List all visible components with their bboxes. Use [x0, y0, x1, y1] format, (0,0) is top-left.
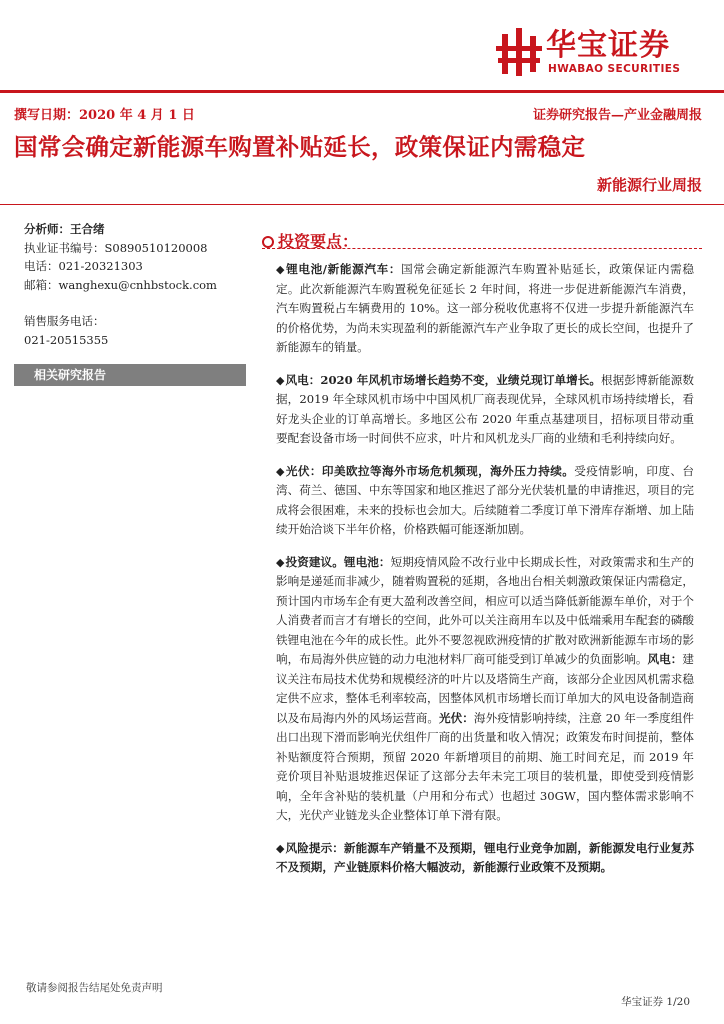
analyst-email: 邮箱：wanghexu@cnhbstock.com [24, 277, 217, 292]
diamond-bullet-icon: ◆ [276, 263, 286, 276]
points-divider [262, 248, 702, 249]
header-rule [0, 90, 724, 93]
brand-name-cn: 华宝证券 [546, 28, 670, 63]
diamond-bullet-icon: ◆ [276, 555, 285, 569]
sales-phone: 021-20515355 [24, 332, 109, 347]
point-ev: ◆锂电池/新能源汽车：国常会确定新能源汽车购置补贴延长，政策保证内需稳定。此次新能源汽车购置税免征延长 2 年时间，将进一步促进新能源汽车消费，汽车购置税占车辆费用的 10%。这一部分税收优惠将不仅进一步提升新能源汽车的价格优势，为尚未实现盈利的新能源汽车产业争取了更长的成长空间，也提升了新能源车的销量。 [276, 262, 694, 354]
hwabao-logo-icon [496, 26, 542, 78]
analyst-phone: 电话：021-20321303 [24, 259, 143, 273]
sales-label: 销售服务电话： [24, 314, 105, 328]
investment-points-body [276, 260, 694, 891]
analyst-name: 分析师：王合绪 [24, 222, 105, 236]
point-risk: ◆风险提示：新能源车产销量不及预期，锂电行业竞争加剧，新能源发电行业复苏不及预期，产业链原料价格大幅波动，新能源行业政策不及预期。 [276, 840, 694, 874]
report-date: 撰写日期：2020 年 4 月 1 日 [14, 108, 195, 123]
related-reports-header: 相关研究报告 [14, 364, 246, 386]
analyst-cert: 执业证书编号：S0890510120008 [24, 240, 208, 255]
brand-name-en: HWABAO SECURITIES [548, 63, 681, 75]
report-title: 国常会确定新能源车购置补贴延长，政策保证内需稳定 [14, 133, 586, 161]
investment-points-title: 投资要点： [262, 229, 358, 252]
point-advice: ◆投资建议。锂电池：短期疫情风险不改行业中长期成长性，对政策需求和生产的影响是递延而非减少，随着购置税的延期，各地出台相关刺激政策保证内需稳定，预计国内市场车企有更大盈利改善空间，相应可以适当降低新能源车单价，对于个人消费者而言才有增长的空间，此外可以关注商用车以及中低端乘用车配套的磷酸铁锂电池在今年的成长性。此外不要忽视欧洲疫情的扩散对欧洲新能源车市场的影响，布局海外供应链的动力电池材料厂商可能受到订单减少的负面影响。风电：建议关注布局技术优势和规模经济的叶片以及塔筒生产商，该部分企业因风机需求稳定供不应求，整体毛利率较高，因整体风机市场增长而订单加大的风电设备制造商以及布局海内外的风场运营商。光伏：海外疫情影响持续，注意 20 年一季度组件出口出现下滑而影响光伏组件厂商的出货量和收入情况；政策发布时间提前，整体补贴额度符合预期，预留 2020 年新增项目的前期、施工时间充足，而 2019 年竞价项目补贴退坡推迟保证了这部分去年未完工项目的装机量，即使受到疫情影响，全年含补贴的装机量（户用和分布式）也超过 30GW，国内整体需求影响不大，光伏产业链龙头企业整体订单下滑有限。 [276, 554, 694, 822]
brand-logo [496, 26, 706, 78]
circle-icon [262, 236, 274, 248]
report-subtitle: 新能源行业周报 [596, 176, 702, 194]
point-wind: ◆风电：2020 年风机市场增长趋势不变，业绩兑现订单增长。根据彭博新能源数据，2019 年全球风机市场中中国风机厂商表现优异，全球风机市场持续增长，看好龙头企业的订单高增长。多地区公布 2020 年重点基建项目，招标项目带动重要配套设备市场一时间供不应求，叶片和风机龙头厂商的业绩和毛利持续向好。 [276, 372, 694, 445]
analyst-info [24, 220, 234, 349]
diamond-bullet-icon: ◆ [276, 373, 285, 387]
diamond-bullet-icon: ◆ [276, 841, 285, 855]
footer-page: 华宝证券 1/20 [621, 996, 690, 1008]
point-pv: ◆光伏：印美欧拉等海外市场危机频现，海外压力持续。受疫情影响，印度、台湾、荷兰、德国、中东等国家和地区推迟了部分光伏装机量的申请推迟，项目的完成将会很困难，未来的投标也会加大。后续随着二季度订单下滑库存渐增、加上陆续开始洽谈下半年价格，价格跌幅可能逐渐加剧。 [276, 463, 694, 536]
diamond-bullet-icon: ◆ [276, 464, 285, 478]
footer-disclaimer: 敬请参阅报告结尾处免责声明 [26, 982, 163, 994]
title-rule [0, 204, 724, 205]
report-type: 证券研究报告—产业金融周报 [532, 108, 702, 123]
